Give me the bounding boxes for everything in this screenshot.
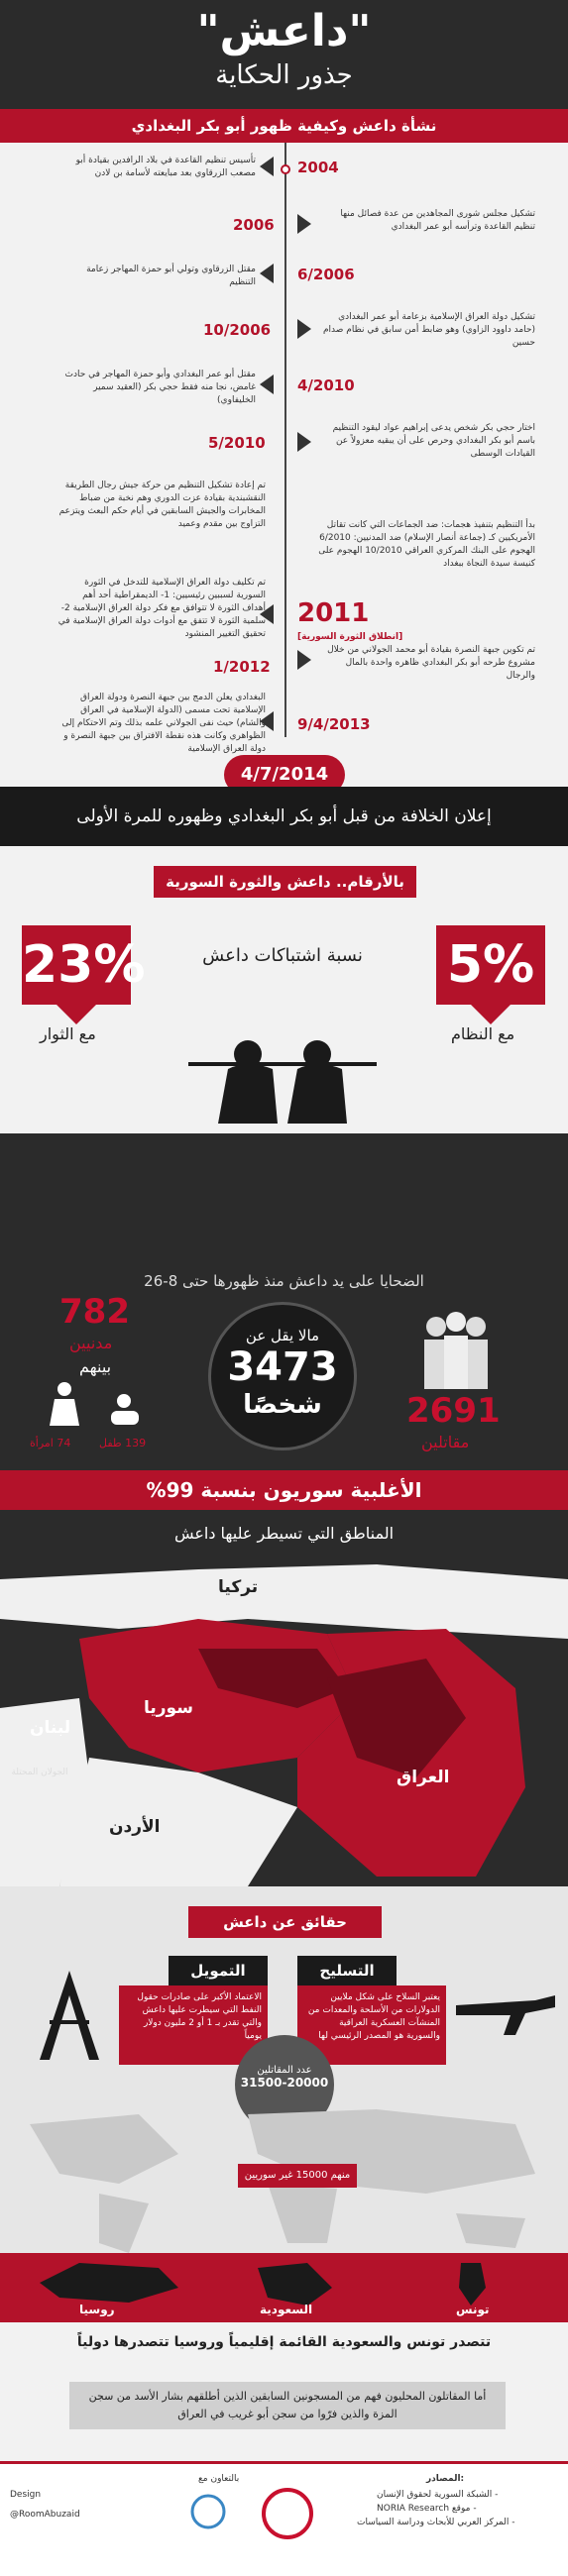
regime-percentage: 5% — [436, 925, 545, 1005]
circle-number: 3473 — [227, 1344, 338, 1390]
region-map — [0, 1559, 568, 1886]
circle-top: مالا يقل عن — [245, 1327, 320, 1344]
pointer-icon — [260, 157, 274, 176]
pointer-icon — [260, 264, 274, 283]
foreign-fighters: منهم 15000 غير سوريين — [238, 2164, 357, 2188]
numbers-section — [0, 846, 568, 1262]
fighters-icon — [406, 1312, 506, 1391]
event-text: بدأ التنظيم بتنفيذ هجمات: ضد الجماعات التي كانت تقاتل الأمريكيين كـ (جماعة أنصار الإسلام) ضد المدنيين: 6/2010 الهجوم على البنك المركزي العراقي 10/2010 الهجوم على كنيسة سيدة النجاة ببغداد — [318, 520, 535, 569]
saudi-shape-icon — [248, 2258, 337, 2308]
event-text: تشكيل دولة العراق الإسلامية بزعامة أبو عمر البغدادي (حامد داوود الزاوي) وهو ضابط أمن سابق في نظام صدام حسين — [322, 312, 535, 348]
subtitle: جذور الحكاية — [215, 60, 353, 90]
cooperation-label: بالتعاون مع — [198, 2474, 240, 2484]
event-year: 2006 — [233, 216, 275, 234]
pointer-icon — [297, 214, 311, 234]
fighters-count-label: عدد المقاتلين — [257, 2065, 312, 2076]
armament-text: يعتبر السلاح على شكل ملايين الدولارات من الأسلحة والمعدات من المنشآت العسكرية العراقية والسورية هو المصدر الرئيسي لها — [297, 1986, 446, 2065]
timeline — [0, 143, 568, 787]
civilians-count: 782 — [59, 1292, 130, 1332]
event-year: 5/2010 — [208, 434, 266, 452]
women-children-icon — [40, 1381, 159, 1431]
caliphate-date: 4/7/2014 — [224, 755, 345, 795]
partner-logo-icon — [178, 2492, 238, 2531]
main-title: "داعش" — [196, 6, 372, 56]
clash-label: نسبة اشتباكات داعش — [202, 945, 363, 966]
syria-label: سوريا — [144, 1698, 193, 1718]
sources-title: :المصادر — [426, 2474, 465, 2484]
victims-section — [0, 1262, 568, 1470]
total-victims-circle — [208, 1302, 357, 1450]
funding-text: الاعتماد الأكبر على صادرات حقول النفط التي سيطرت عليها داعش والتي تقدر بـ 1 أو 2 مليون دولار يومياً — [119, 1986, 268, 2065]
fighters-count-range: 31500-20000 — [240, 2076, 329, 2090]
timeline-axis — [284, 143, 286, 737]
event-text: تم تكليف دولة العراق الإسلامية للتدخل في الثورة السورية لسببين رئيسيين: 1- الديمقراطية أحد أهم أهداف الثورة لا تتوافق مع فكر دولة العراق الإسلامية 2- سلمية الثورة لا تتفق مع أدوات دولة العراق الإسلامية في تحقيق التغيير المنشود — [57, 578, 266, 639]
victims-title: الضحايا على يد داعش منذ ظهورها حتى 8-26 — [144, 1272, 424, 1290]
event-year: 2004 — [297, 159, 339, 176]
bottom-line1: تتصدر تونس والسعودية القائمة إقليمياً وروسيا تتصدرها دولياً — [76, 2334, 492, 2350]
fighters-label: مقاتلين — [421, 1433, 470, 1451]
oil-derrick-icon — [20, 1966, 119, 2065]
event-year: 6/2006 — [297, 266, 355, 283]
design-label: Design — [10, 2490, 42, 2500]
fighters-count: 2691 — [406, 1391, 501, 1431]
event-text: اختار حجي بكر شخص يدعى إبراهيم عواد ليقود التنظيم باسم أبو بكر البغدادي وحرص على أن يبقيه معزولاً عن القيادات الوسطى — [332, 423, 535, 459]
event-year-2011: 2011 — [297, 598, 370, 628]
armament-head: التسليح — [297, 1956, 397, 1986]
anniversary-logo-icon — [258, 2484, 317, 2543]
footer — [0, 2461, 568, 2576]
rifle-icon — [456, 1976, 555, 2055]
caliphate-banner: إعلان الخلافة من قبل أبو بكر البغدادي وظهوره للمرة الأولى — [0, 787, 568, 846]
designer-handle: @RoomAbuzaid — [10, 2510, 80, 2520]
pointer-icon — [297, 650, 311, 670]
timeline-dot — [281, 164, 290, 174]
circle-unit: شخصًا — [243, 1390, 322, 1420]
among-label: بينهم — [79, 1357, 112, 1376]
jordan-label: الأردن — [109, 1817, 161, 1837]
russia-shape-icon — [40, 2258, 178, 2308]
civilians-label: مدنيين — [69, 1334, 113, 1352]
source-1: - الشبكة السورية لحقوق الإنسان — [377, 2490, 499, 2500]
country-tunisia: تونس — [456, 2303, 490, 2316]
turkey-label: تركيا — [218, 1577, 259, 1597]
event-year: 9/4/2013 — [297, 715, 371, 733]
pointer-icon — [297, 432, 311, 452]
women-count: 74 امرأة — [30, 1437, 71, 1449]
pointer-icon — [260, 375, 274, 394]
event-text: تم إعادة تشكيل التنظيم من حركة جيش رجال الطريقة النقشبندية بقيادة عزت الدوري وهم نخبة من ضباط المخابرات والجيش السابقين في أيام حكم البعث ويتزعم التزاوج بين مقدم وعميد — [58, 481, 266, 529]
funding-head: التمويل — [169, 1956, 268, 1986]
facts-section — [0, 1886, 568, 2322]
event-text: تشكيل مجلس شورى المجاهدين من عدة فصائل منها تنظيم القاعدة وترأسه أبو عمر البغدادي — [340, 209, 535, 232]
event-year: 10/2006 — [203, 321, 272, 339]
lebanon-label: لبنان — [30, 1718, 71, 1738]
event-text: مقتل الزرقاوي وتولي أبو حمزة المهاجر زعامة التنظيم — [86, 265, 256, 287]
facts-ribbon: حقائق عن داعش — [188, 1906, 382, 1938]
rebels-label: مع الثوار — [40, 1024, 96, 1043]
header — [0, 0, 568, 109]
event-text: تم تكوين جبهة النصرة بقيادة أبو محمد الجولاني من خلال مشروع طرحه أبو بكر البغدادي ظاهره واحدة بالمال والرجال — [327, 645, 535, 681]
golan-label: الجولان المحتلة — [11, 1768, 68, 1777]
event-year: 4/2010 — [297, 376, 355, 394]
tunisia-shape-icon — [451, 2258, 491, 2308]
map-title: المناطق التي تسيطر عليها داعش — [173, 1524, 395, 1543]
rebels-percentage: 23% — [22, 925, 131, 1005]
map-section — [0, 1510, 568, 1886]
majority-banner: الأغلبية سوريون بنسبة 99% — [0, 1470, 568, 1510]
revolution-start: [انطلاق الثورة السورية] — [297, 632, 403, 642]
iraq-label: العراق — [397, 1768, 450, 1787]
bottom-line2: أما المقاتلون المحليون فهم من المسجونين السابقين الذين أطلقهم بشار الأسد من سجن المزة والذين فرّوا من سجن أبو غريب في العراق — [69, 2382, 506, 2429]
source-3: - المركز العربي للأبحاث ودراسة السياسات — [357, 2518, 515, 2527]
source-2: - موقع NORIA Research — [377, 2504, 477, 2514]
ground — [0, 1133, 568, 1262]
country-russia: روسيا — [79, 2303, 115, 2316]
event-text: البغدادي يعلن الدمج بين جبهة النصرة ودولة العراق الإسلامية تحت مسمى (الدولة الإسلامية في العراق والشام) حيث نفى الجولاني علمه بذلك وتم الاحتكام إلى الظواهري وكانت هذه نقطة الافتراق بين جبهة النصرة و دولة العراق الإسلامية — [61, 693, 266, 754]
soldiers-icon — [188, 1024, 377, 1124]
pointer-icon — [297, 319, 311, 339]
event-text: مقتل أبو عمر البغدادي وأبو حمزة المهاجر في حادث غامض، نجا منه فقط حجي بكر (العقيد سمير الخليفاوي) — [64, 370, 256, 405]
numbers-ribbon: بالأرقام.. داعش والثورة السورية — [154, 866, 416, 898]
event-year: 1/2012 — [213, 658, 271, 676]
timeline-ribbon: نشأة داعش وكيفية ظهور أبو بكر البغدادي — [0, 109, 568, 143]
event-text: تأسيس تنظيم القاعدة في بلاد الرافدين بقيادة أبو مصعب الزرقاوي بعد مبايعته لأسامة بن لادن — [75, 156, 256, 178]
children-count: 139 طفل — [99, 1437, 147, 1449]
bottom-text — [0, 2322, 568, 2461]
regime-label: مع النظام — [451, 1024, 515, 1043]
country-saudi: السعودية — [260, 2303, 313, 2316]
